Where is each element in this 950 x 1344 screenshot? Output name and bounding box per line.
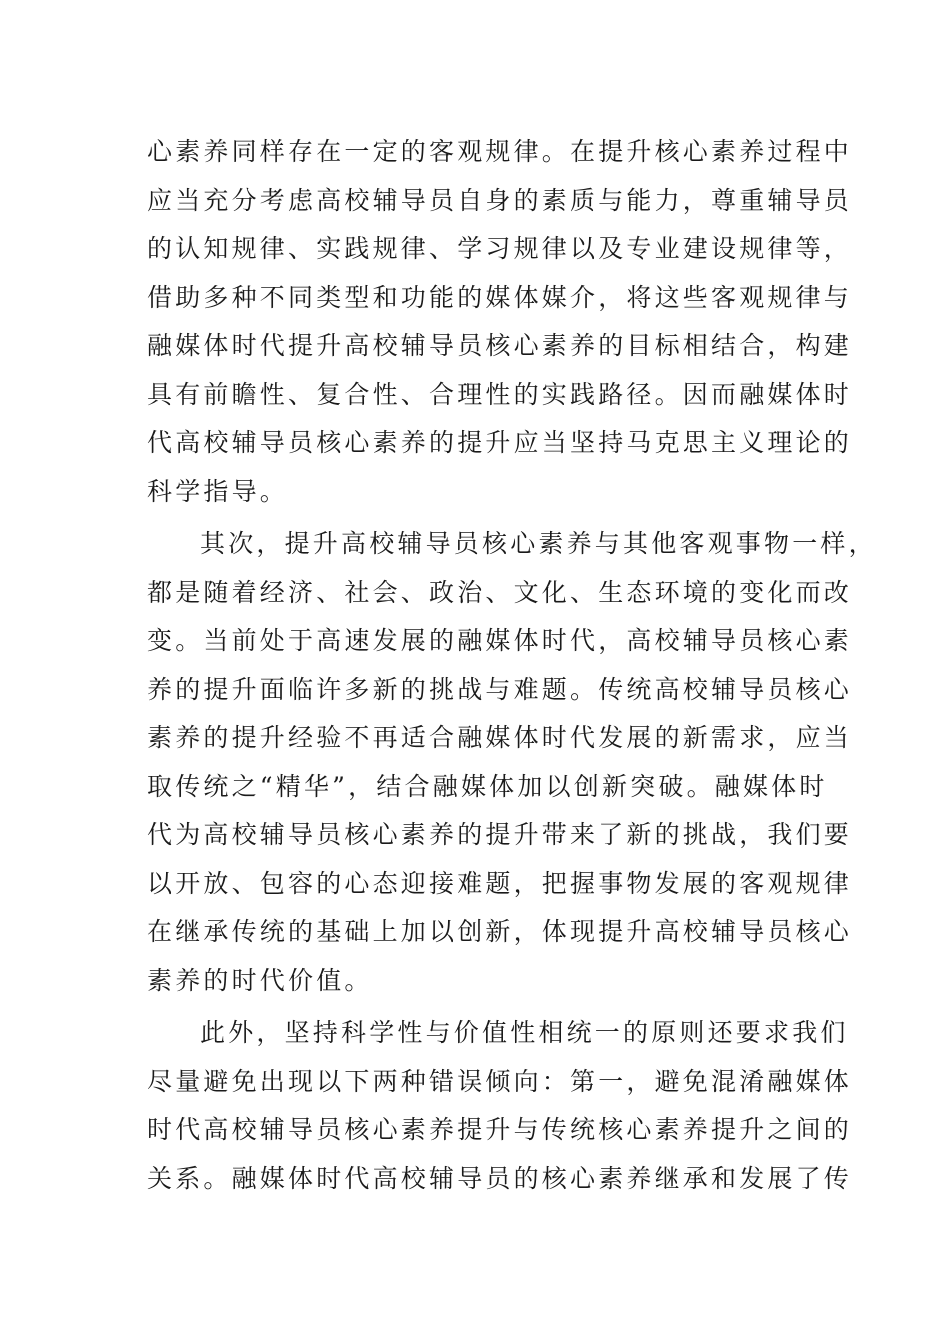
- text-line: 素养的提升经验不再适合融媒体时代发展的新需求，应当: [147, 723, 853, 752]
- paragraph-3: [147, 1009, 853, 1203]
- text-line: 心素养同样存在一定的客观规律。在提升核心素养过程中: [147, 137, 853, 166]
- text-line: 代为高校辅导员核心素养的提升带来了新的挑战，我们要: [147, 820, 853, 849]
- text-line: 此外，坚持科学性与价值性相统一的原则还要求我们: [200, 1018, 849, 1047]
- text-line: 以开放、包容的心态迎接难题，把握事物发展的客观规律: [147, 868, 853, 898]
- body-text: [147, 128, 877, 1203]
- text-line: 变。当前处于高速发展的融媒体时代，高校辅导员核心素: [147, 626, 853, 655]
- text-line: 都是随着经济、社会、政治、文化、生态环境的变化而改: [147, 577, 853, 607]
- text-line: 取传统之“精华”，结合融媒体加以创新突破。融媒体时: [147, 771, 828, 801]
- paragraph-2: [147, 520, 877, 1005]
- text-line: 具有前瞻性、复合性、合理性的实践路径。因而融媒体时: [147, 379, 853, 409]
- text-line: 代高校辅导员核心素养的提升应当坚持马克思主义理论的: [147, 428, 853, 457]
- text-line: 在继承传统的基础上加以创新，体现提升高校辅导员核心: [147, 917, 853, 946]
- text-line: 养的提升面临许多新的挑战与难题。传统高校辅导员核心: [147, 674, 853, 704]
- text-line: 融媒体时代提升高校辅导员核心素养的目标相结合，构建: [147, 331, 853, 360]
- text-line: 关系。融媒体时代高校辅导员的核心素养继承和发展了传: [147, 1163, 853, 1193]
- text-line: 其次，提升高校辅导员核心素养与其他客观事物一样，: [200, 529, 877, 558]
- text-line: 尽量避免出现以下两种错误倾向：第一，避免混淆融媒体: [147, 1066, 853, 1096]
- text-line: 借助多种不同类型和功能的媒体媒介，将这些客观规律与: [147, 282, 853, 312]
- text-line: 科学指导。: [147, 476, 289, 506]
- paragraph-1: [147, 128, 853, 516]
- text-line: 素养的时代价值。: [147, 965, 373, 995]
- text-line: 的认知规律、实践规律、学习规律以及专业建设规律等，: [147, 234, 853, 263]
- text-line: 应当充分考虑高校辅导员自身的素质与能力，尊重辅导员: [147, 185, 853, 215]
- text-line: 时代高校辅导员核心素养提升与传统核心素养提升之间的: [147, 1115, 853, 1144]
